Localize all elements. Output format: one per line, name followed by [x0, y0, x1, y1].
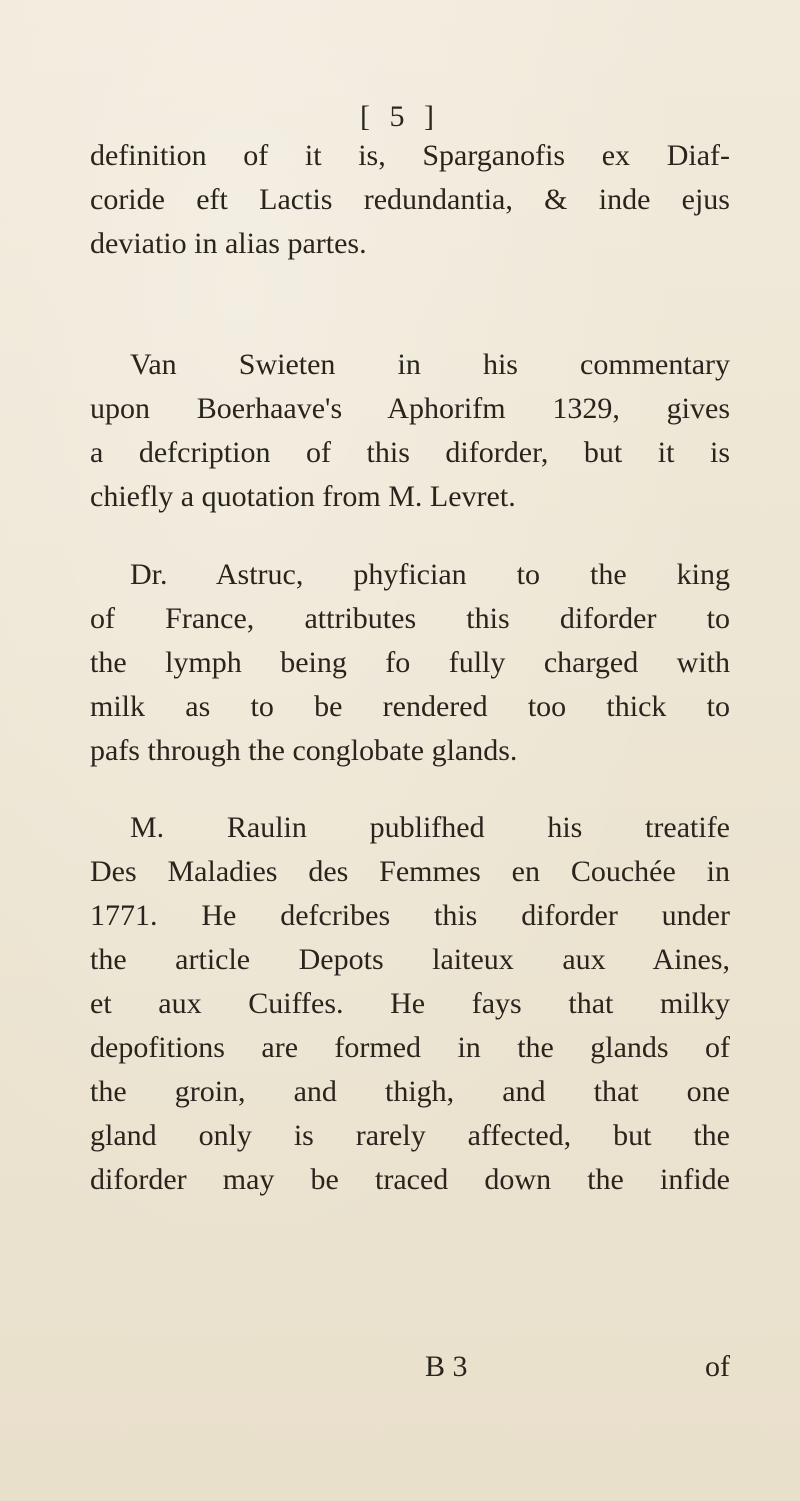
- text-line: Van Swieten in his commentary: [130, 348, 730, 381]
- text-line: milk as to be rendered too thick to: [90, 690, 730, 723]
- text-line: upon Boerhaave's Aphorifm 1329, gives: [90, 392, 730, 425]
- page-number-header: [ 5 ]: [360, 100, 440, 133]
- text-line: chiefly a quotation from M. Levret.: [90, 480, 516, 513]
- text-line: the groin, and thigh, and that one: [90, 1075, 730, 1108]
- text-line: et aux Cuiffes. He fays that milky: [90, 987, 730, 1020]
- text-line: definition of it is, Sparganofis ex Diaf-: [90, 139, 730, 172]
- text-line: diforder may be traced down the infide: [90, 1163, 730, 1196]
- text-line: of France, attributes this diforder to: [90, 602, 730, 635]
- text-line: Dr. Astruc, phyfician to the king: [130, 558, 730, 591]
- text-line: gland only is rarely affected, but the: [90, 1119, 730, 1152]
- text-line: M. Raulin publifhed his treatife: [130, 811, 730, 844]
- signature-mark: B 3: [425, 1350, 468, 1383]
- text-line: deviatio in alias partes.: [90, 227, 367, 260]
- text-line: the article Depots laiteux aux Aines,: [90, 943, 730, 976]
- text-line: a defcription of this diforder, but it is: [90, 436, 730, 469]
- paragraph-2: [90, 343, 730, 519]
- catchword: of: [705, 1350, 730, 1383]
- text-line: 1771. He defcribes this diforder under: [90, 899, 730, 932]
- paragraph-3: [90, 553, 730, 773]
- text-line: Des Maladies des Femmes en Couchée in: [90, 855, 730, 888]
- text-line: depofitions are formed in the glands of: [90, 1031, 730, 1064]
- text-line: coride eft Lactis redundantia, & inde ejus: [90, 183, 730, 216]
- paragraph-4: [90, 806, 730, 1202]
- text-line: pafs through the conglobate glands.: [90, 734, 518, 767]
- text-line: the lymph being fo fully charged with: [90, 646, 730, 679]
- paragraph-1: [90, 134, 730, 266]
